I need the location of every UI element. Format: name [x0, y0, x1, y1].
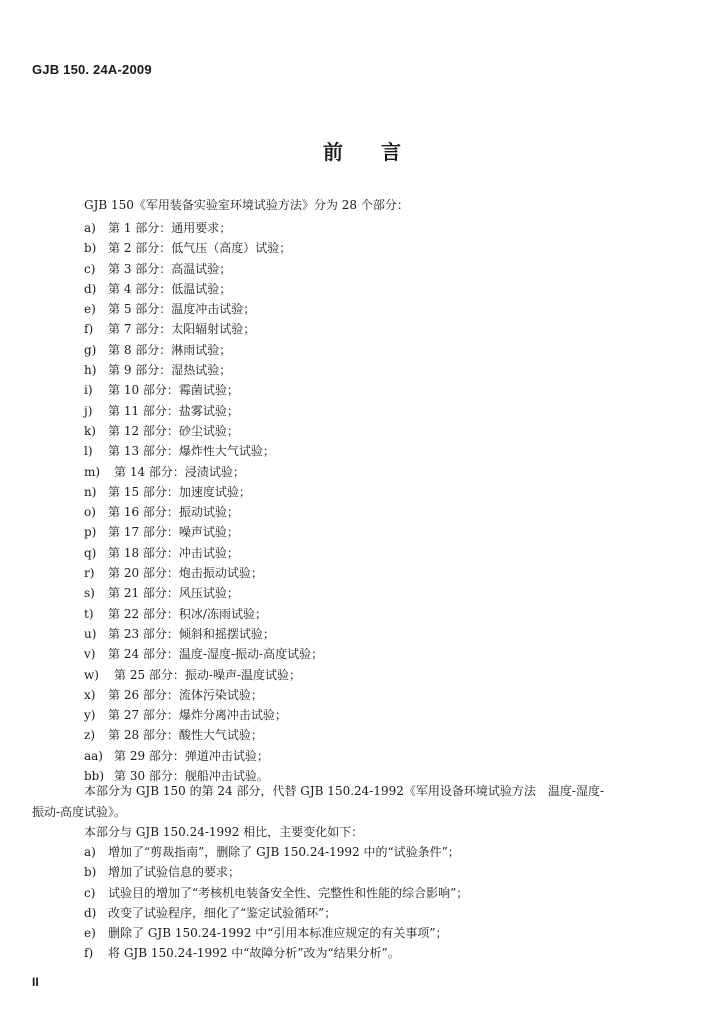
list-item-text: 第 18 部分：冲击试验； [108, 545, 239, 560]
list-item-letter: k) [84, 423, 96, 438]
list-item-text: 第 27 部分：爆炸分离冲击试验； [108, 708, 287, 723]
list-item-letter: y) [84, 708, 96, 723]
list-item-letter: l) [84, 444, 93, 459]
list-item-letter: e) [84, 926, 96, 941]
list-item [0, 319, 724, 339]
parts-list [0, 218, 724, 786]
replacement-line-2: 振动-高度试验》。 [32, 804, 127, 819]
list-item-text: 第 25 部分：振动-噪声-温度试验； [114, 667, 302, 682]
list-item-letter: u) [84, 626, 97, 641]
list-item [0, 705, 724, 725]
list-item-text: 第 29 部分：弹道冲击试验； [114, 748, 269, 763]
list-item-letter: s) [84, 586, 95, 601]
list-item [0, 360, 724, 380]
list-item [0, 583, 724, 603]
list-item [0, 842, 724, 862]
list-item [0, 923, 724, 943]
list-item-letter: c) [84, 885, 96, 900]
list-item [0, 624, 724, 644]
list-item [0, 299, 724, 319]
list-item-letter: g) [84, 342, 97, 357]
list-item-letter: e) [84, 302, 96, 317]
list-item-text: 第 12 部分：砂尘试验； [108, 423, 239, 438]
list-item-text: 第 11 部分：盐雾试验； [108, 403, 239, 418]
list-item [0, 644, 724, 664]
list-item-text: 第 3 部分：高温试验； [108, 261, 232, 276]
list-item-letter: v) [84, 647, 96, 662]
list-item-text: 第 30 部分：舰船冲击试验。 [114, 769, 269, 784]
list-item-letter: z) [84, 728, 96, 743]
list-item-text: 第 9 部分：湿热试验； [108, 363, 232, 378]
list-item-text: 第 16 部分：振动试验； [108, 505, 239, 520]
list-item [0, 259, 724, 279]
page-number: II [32, 975, 39, 989]
document-code: GJB 150. 24A-2009 [32, 62, 152, 77]
list-item [0, 725, 724, 745]
list-item-text: 第 10 部分：霉菌试验； [108, 383, 239, 398]
list-item-letter: p) [84, 525, 97, 540]
list-item [0, 380, 724, 400]
list-item-letter: q) [84, 545, 97, 560]
list-item [0, 746, 724, 766]
list-item-text: 第 8 部分：淋雨试验； [108, 342, 232, 357]
comparison-intro: 本部分与 GJB 150.24-1992 相比，主要变化如下： [84, 825, 364, 839]
list-item-text: 增加了试验信息的要求； [108, 865, 241, 880]
list-item [0, 862, 724, 882]
list-item [0, 604, 724, 624]
list-item-letter: c) [84, 261, 96, 276]
list-item [0, 543, 724, 563]
list-item-letter: h) [84, 363, 97, 378]
list-item-letter: a) [84, 845, 96, 859]
list-item [0, 441, 724, 461]
list-item-text: 第 2 部分：低气压（高度）试验； [108, 241, 292, 256]
list-item-text: 第 5 部分：温度冲击试验； [108, 302, 256, 317]
list-item-text: 将 GJB 150.24-1992 中“故障分析”改为“结果分析”。 [108, 946, 400, 961]
list-item-letter: aa) [84, 748, 103, 763]
list-item-text: 第 23 部分：倾斜和摇摆试验； [108, 626, 275, 641]
list-item-letter: f) [84, 322, 94, 337]
list-item-letter: d) [84, 281, 97, 296]
list-item [0, 482, 724, 502]
list-item [0, 462, 724, 482]
list-item [0, 340, 724, 360]
list-item-letter: o) [84, 505, 96, 520]
list-item-text: 增加了“剪裁指南”，删除了 GJB 150.24-1992 中的“试验条件”； [108, 845, 460, 859]
list-item-text: 改变了试验程序，细化了“鉴定试验循环”； [108, 905, 337, 920]
list-item-letter: b) [84, 241, 97, 256]
list-item-letter: w) [84, 667, 99, 682]
list-item [0, 563, 724, 583]
list-item-text: 第 20 部分：炮击振动试验； [108, 566, 263, 581]
list-item-letter: a) [84, 221, 96, 235]
changes-list [0, 842, 724, 964]
list-item [0, 685, 724, 705]
list-item-letter: b) [84, 865, 97, 880]
list-item [0, 665, 724, 685]
list-item-text: 第 24 部分：温度-湿度-振动-高度试验； [108, 647, 324, 662]
list-item-text: 第 26 部分：流体污染试验； [108, 687, 263, 702]
list-item-text: 第 14 部分：浸渍试验； [114, 464, 245, 479]
list-item [0, 943, 724, 963]
list-item [0, 883, 724, 903]
list-item-letter: m) [84, 464, 101, 479]
list-item [0, 903, 724, 923]
list-item-letter: j) [84, 403, 93, 418]
list-item [0, 502, 724, 522]
list-item-letter: i) [84, 383, 93, 398]
list-item-letter: r) [84, 566, 95, 581]
list-item [0, 401, 724, 421]
list-item-text: 第 17 部分：噪声试验； [108, 525, 239, 540]
page-title [0, 136, 724, 165]
list-item-text: 第 21 部分：风压试验； [108, 586, 239, 601]
list-item [0, 421, 724, 441]
list-item-text: 第 28 部分：酸性大气试验； [108, 728, 263, 743]
list-item-letter: d) [84, 905, 97, 920]
title-char-1: 前 [323, 140, 343, 164]
list-item [0, 238, 724, 258]
list-item-letter: n) [84, 484, 97, 499]
list-item-text: 第 4 部分：低温试验； [108, 281, 232, 296]
list-item-text: 第 22 部分：积冰/冻雨试验； [108, 606, 267, 621]
list-item-text: 第 1 部分：通用要求； [108, 221, 232, 235]
list-item [0, 522, 724, 542]
list-item-letter: f) [84, 946, 94, 961]
title-char-2: 言 [381, 140, 401, 164]
list-item [0, 218, 724, 238]
list-item-text: 第 15 部分：加速度试验； [108, 484, 251, 499]
list-item-text: 第 13 部分：爆炸性大气试验； [108, 444, 275, 459]
list-item-letter: x) [84, 687, 96, 702]
intro-paragraph: GJB 150《军用装备实验室环境试验方法》分为 28 个部分： [84, 198, 409, 212]
list-item-letter: bb) [84, 769, 105, 784]
list-item-letter: t) [84, 606, 94, 621]
replacement-paragraph [32, 781, 654, 822]
replacement-line-1: 本部分为 GJB 150 的第 24 部分，代替 GJB 150.24-1992《军用设备环境试验方法 温度-湿度- [84, 784, 604, 798]
list-item-text: 删除了 GJB 150.24-1992 中“引用本标准应规定的有关事项”； [108, 926, 448, 941]
list-item-text: 第 7 部分：太阳辐射试验； [108, 322, 256, 337]
list-item-text: 试验目的增加了“考核机电装备安全性、完整性和性能的综合影响”； [108, 885, 469, 900]
list-item [0, 279, 724, 299]
